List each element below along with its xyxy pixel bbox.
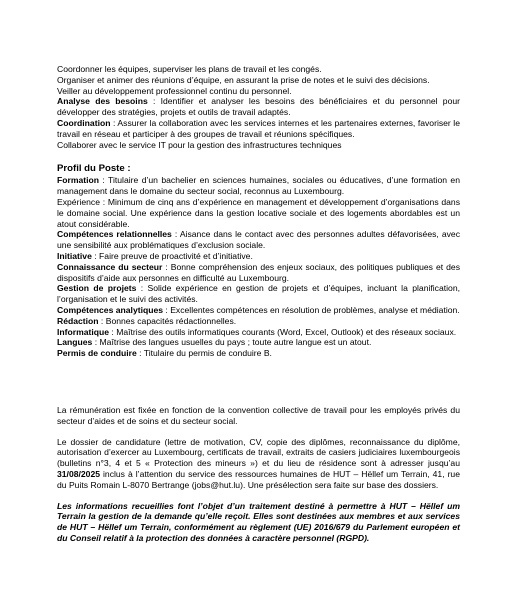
profile-heading: Profil du Poste : — [57, 163, 131, 175]
document-page — [57, 64, 460, 544]
missions-section — [57, 64, 460, 150]
gdpr-notice: Les informations recueillies font l’objet d’un traitement destiné à permettre à HUT – Hëllef um Terrain la gestion de la demande qu’elle reçoit. Elles sont destinées aux membres et aux services de HUT – Hëllef um Terrain, conformément au règlement (UE) 2016/679 du Parlement européen et du Conseil relatif à la protection des données à caractère personnel (RGPD). — [57, 500, 460, 543]
mission-paragraph: Analyse des besoins : Identifier et analyser les besoins des bénéficiaires et du personnel pour développer des stratégies, projets et outils de travail adaptés. — [57, 96, 460, 118]
profile-item: Formation : Titulaire d’un bachelier en sciences humaines, sociales ou éducatives, d’une formation en management dans le domaine du secteur social, reconnus au Luxembourg. — [57, 175, 460, 197]
deadline-date: 31/08/2025 — [57, 468, 101, 479]
spacer — [57, 150, 460, 163]
mission-paragraph: Veiller au développement professionnel continu du personnel. — [57, 85, 292, 96]
profile-section — [57, 175, 460, 359]
mission-paragraph: Coordonner les équipes, superviser les plans de travail et les congés. — [57, 64, 322, 74]
spacer — [57, 491, 460, 501]
profile-item: Compétences analytiques : Excellentes compétences en résolution de problèmes, analyse et médiation. — [57, 304, 460, 315]
profile-item: Permis de conduire : Titulaire du permis de conduire B. — [57, 348, 272, 359]
mission-paragraph: Organiser et animer des réunions d’équipe, en assurant la prise de notes et le suivi des décisions. — [57, 74, 430, 85]
profile-item: Informatique : Maîtrise des outils informatiques courants (Word, Excel, Outlook) et des réseaux sociaux. — [57, 326, 457, 337]
mission-paragraph: Coordination : Assurer la collaboration avec les services internes et les partenaires externes, favoriser le travail en réseau et participer à des groupes de travail et réunions spécifiques. — [57, 117, 460, 139]
spacer — [57, 359, 460, 405]
profile-item: Expérience : Minimum de cinq ans d’expérience en management et développement d’organisations dans le domaine social. Une expérience dans la gestion locative sociale et des logements abordables est un atout considérable. — [57, 196, 460, 229]
remuneration-paragraph: La rémunération est fixée en fonction de la convention collective de travail pour les employés privés du secteur d’aides et de soins et du secteur social. — [57, 404, 460, 426]
application-paragraph: Le dossier de candidature (lettre de motivation, CV, copie des diplômes, reconnaissance du diplôme, autorisation d’exercer au Luxembourg, certificats de travail, extraits de casiers judiciaires luxembourgeois (bulletins n°3, 4 et 5 « Protection des mineurs ») et du lieu de résidence sont à adresser jusqu’au 31/08/2025 inclus à l’attention du service des ressources humaines de HUT – Hëllef um Terrain, 41, rue du Puits Romain L-8070 Bertrange (jobs@hut.lu). Une présélection sera faite sur base des dossiers. — [57, 436, 460, 490]
spacer — [57, 427, 460, 437]
profile-item: Initiative : Faire preuve de proactivité et d’initiative. — [57, 250, 253, 261]
profile-item: Rédaction : Bonnes capacités rédactionnelles. — [57, 315, 237, 326]
mission-paragraph: Collaborer avec le service IT pour la gestion des infrastructures techniques — [57, 139, 342, 150]
profile-item: Gestion de projets : Solide expérience en gestion de projets et d’équipes, incluant la planification, l’organisation et le suivi des activités. — [57, 283, 460, 305]
profile-item: Compétences relationnelles : Aisance dans le contact avec des personnes adultes défavorisées, avec une sensibilité aux problématiques d’exclusion sociale. — [57, 229, 460, 251]
profile-item: Connaissance du secteur : Bonne compréhension des enjeux sociaux, des politiques publiques et des dispositifs d’aide aux personnes en difficulté au Luxembourg. — [57, 261, 460, 283]
profile-item: Langues : Maîtrise des langues usuelles du pays ; toute autre langue est un atout. — [57, 337, 372, 348]
